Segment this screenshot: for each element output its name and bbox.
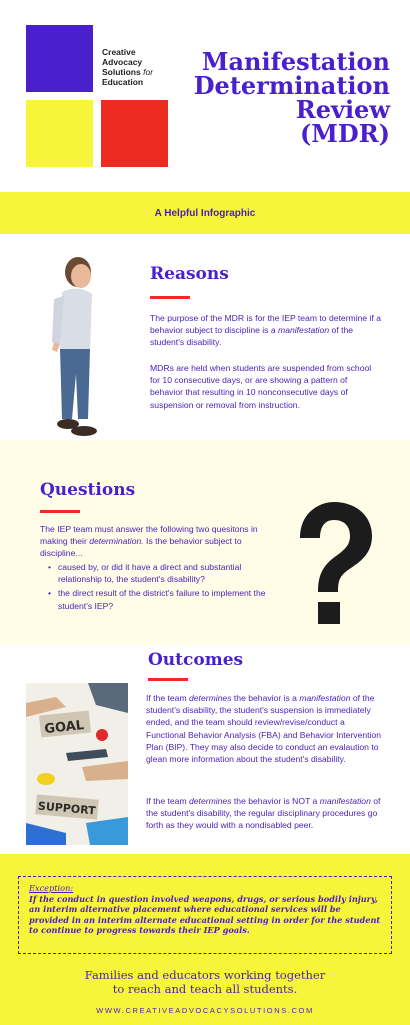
tagline: Families and educators working together to reach and teach all students. <box>84 968 326 996</box>
logo-line: Advocacy <box>102 57 143 67</box>
outcomes-divider <box>148 678 188 681</box>
reasons-section <box>0 234 410 440</box>
logo-line: Creative <box>102 47 136 57</box>
logo-purple-square <box>26 25 93 92</box>
list-item: • the direct result of the district's failure to implement the student's IEP? <box>48 587 283 611</box>
reasons-divider <box>150 296 190 299</box>
questions-divider <box>40 510 80 513</box>
outcomes-paragraph-2: If the team determines the behavior is NOT a manifestation of the student's disability, the regular disciplinary procedures go forth as they would with a nondisabled peer. <box>146 796 381 831</box>
logo-line: Solutions for <box>102 67 154 77</box>
exception-label: Exception: <box>29 883 74 893</box>
questions-heading: Questions <box>40 480 136 500</box>
outcomes-paragraph-1: If the team determines the behavior is a manifestation of the student's disability, the student's suspension is immediately ended, and the team should review/revise/conduct a Functional Behavior Analysis (FBA) and Behavior Intervention Plan (BIP). They may also decide to conduct an evalaution to glean more information about the student's disability. <box>146 693 382 765</box>
website-link[interactable]: WWW.CREATIVEADVOCACYSOLUTIONS.COM <box>96 1006 314 1015</box>
header <box>0 0 410 192</box>
question-mark-icon <box>282 500 382 630</box>
exception-box <box>18 876 392 954</box>
logo-line: Education <box>102 77 144 87</box>
logo-red-square <box>101 100 168 167</box>
list-item: • caused by, or did it have a direct and substantial relationship to, the student's disability? <box>48 561 283 585</box>
outcomes-section <box>0 645 410 854</box>
page-title: Manifestation Determination Review (MDR) <box>193 47 390 148</box>
logo-yellow-square <box>26 100 93 167</box>
footer-section <box>0 854 410 1025</box>
reasons-paragraph-1: The purpose of the MDR is for the IEP team to determine if a behavior subject to discipline is a manifestation of the student's disability. <box>150 313 382 348</box>
reasons-paragraph-2: MDRs are held when students are suspended from school for 10 consecutive days, or are showing a pattern of behavior that resulting in 10 nonconsecutive days of suspension or removal from instruction. <box>150 363 372 410</box>
goal-word: GOAL <box>43 718 85 738</box>
questions-intro: The IEP team must answer the following two quesitons in making their determination. Is the behavior subject to discipline... <box>40 524 258 559</box>
support-word: SUPPORT <box>37 799 97 818</box>
outcomes-heading: Outcomes <box>148 650 244 670</box>
boy-illustration <box>40 254 102 439</box>
reasons-heading: Reasons <box>150 264 229 284</box>
exception-text: If the conduct in question involved weapons, drugs, or serious bodily injury, an interim alternative placement where educational services will be provided in an interim alternate educational setting in order for the student to continue to progress towards their IEP goals. <box>29 893 381 936</box>
questions-section <box>0 440 410 645</box>
questions-list <box>48 561 283 614</box>
goal-support-image <box>26 683 128 845</box>
subtitle-band <box>0 192 410 234</box>
band-label: A Helpful Infographic <box>154 207 256 219</box>
logo-text <box>102 47 153 87</box>
